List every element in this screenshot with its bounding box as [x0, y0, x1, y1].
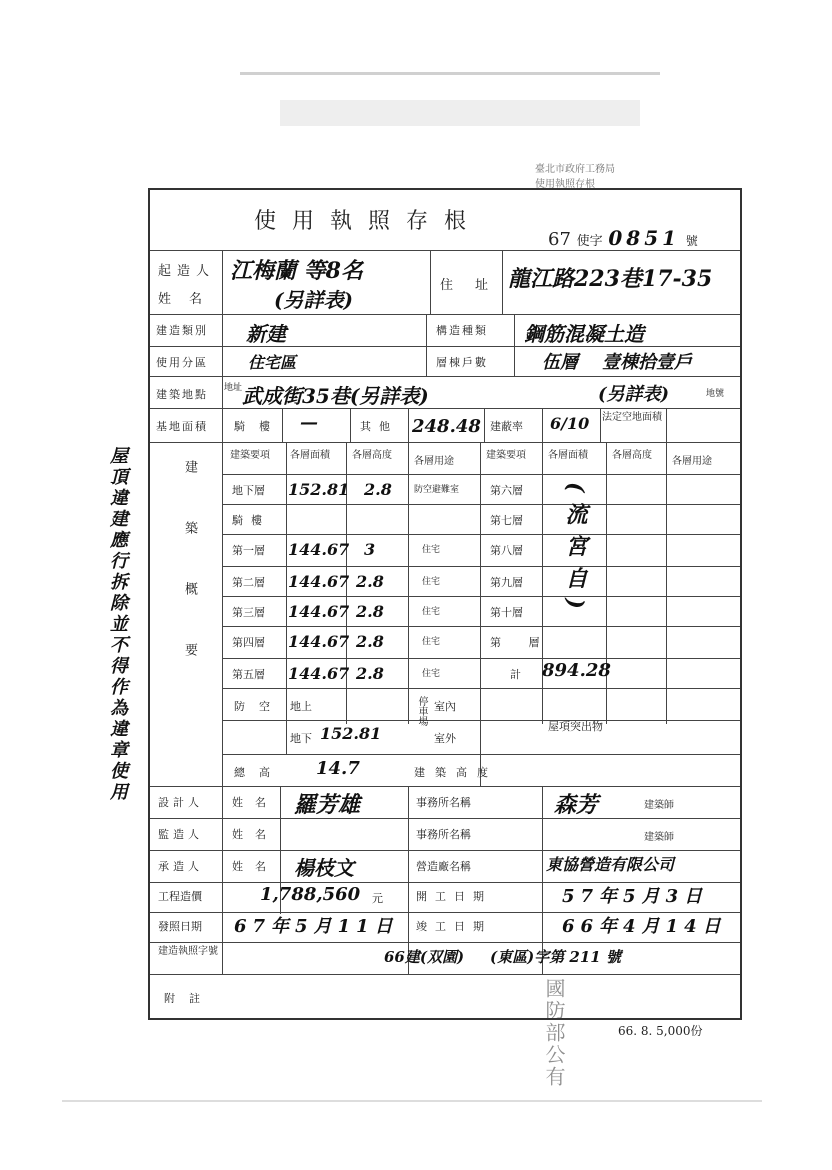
label-site-location: 建築地點 — [156, 388, 208, 401]
page-title: 使用執照存根 — [254, 209, 483, 234]
floor-name: 第一層 — [232, 544, 265, 557]
label-notes: 附註 — [164, 992, 214, 1005]
right-floor-blank: 第 層 — [490, 636, 552, 649]
coverage-value: 6/10 — [550, 414, 590, 433]
label-building-type: 建造類別 — [156, 324, 208, 337]
header-item-right: 建築要項 — [486, 450, 526, 461]
label-floors-units: 層棟戶數 — [436, 356, 488, 369]
col-fl-1 — [286, 442, 287, 754]
header-area-right: 各層面積 — [548, 450, 588, 461]
label-supervisor-architect: 建築師 — [644, 832, 674, 843]
label-other: 其他 — [360, 420, 398, 433]
header-height-right: 各層高度 — [612, 450, 652, 461]
rule-10 — [150, 850, 740, 851]
label-designer: 設計人 — [158, 796, 203, 809]
floor-use: 住宅 — [422, 545, 441, 555]
scan-noise-top — [240, 72, 660, 75]
permit-prefix: 使字 — [576, 234, 603, 249]
floor-name: 第三層 — [232, 606, 265, 619]
floor-area: 144.67 — [288, 540, 350, 559]
floor-name: 騎樓 — [232, 514, 270, 527]
right-floor-total: 計 — [510, 668, 521, 681]
floor-use: 防空避難室 — [414, 485, 460, 495]
label-air-raid: 防空 — [234, 700, 284, 713]
floor-name: 第二層 — [232, 576, 265, 589]
permit-year: 67 — [548, 229, 571, 250]
right-floor-8: 第八層 — [490, 544, 523, 557]
label-arcade: 騎樓 — [234, 420, 284, 433]
col-1 — [222, 250, 223, 974]
col-fl-3 — [408, 442, 409, 724]
label-structure-type: 構造種類 — [436, 324, 488, 337]
rule-floors-5 — [222, 626, 740, 627]
builder-name: 江梅蘭 等8名 — [230, 258, 363, 284]
rule-5 — [150, 408, 740, 409]
label-legal-open-space: 法定空地面積 — [602, 412, 662, 423]
label-contractor-firm: 營造廠名稱 — [416, 860, 471, 873]
label-completion-date: 竣工日期 — [416, 920, 492, 933]
cost-unit: 元 — [372, 892, 383, 905]
floor-use: 住宅 — [422, 669, 441, 679]
use-zone-value: 住宅區 — [248, 353, 297, 372]
col-fl-5 — [542, 442, 543, 724]
floor-use: 住宅 — [422, 637, 441, 647]
col-site-3 — [408, 408, 409, 442]
right-floor-6: 第六層 — [490, 484, 523, 497]
rule-floors-9 — [222, 754, 740, 755]
label-architect: 建築師 — [644, 800, 674, 811]
permit-no: 0851 — [608, 226, 681, 250]
vertical-stamp: 國防部公有 — [542, 978, 566, 1088]
label-address: 住址 — [440, 278, 511, 293]
label-outdoor: 室外 — [434, 732, 456, 745]
permit-form — [148, 188, 742, 1020]
floor-name: 地下層 — [232, 484, 265, 497]
right-floor-9: 第九層 — [490, 576, 523, 589]
rule-4 — [150, 376, 740, 377]
label-supervisor-name: 姓名 — [232, 828, 278, 841]
scan-noise-bottom — [62, 1100, 762, 1102]
rule-13 — [150, 942, 740, 943]
col-addr — [430, 250, 431, 314]
floor-area: 144.67 — [288, 632, 350, 651]
scan-noise-top-2 — [280, 100, 640, 126]
col-site-4 — [484, 408, 485, 442]
floor-name: 第四層 — [232, 636, 265, 649]
site-address-value: 武成街35巷(另詳表) — [242, 384, 429, 408]
builder-name-note: (另詳表) — [274, 288, 353, 312]
label-indoor: 室內 — [434, 700, 456, 713]
rule-14 — [150, 974, 740, 975]
permit-suffix: 號 — [685, 234, 698, 248]
permit-ref: (東區)字第 211 號 — [490, 948, 621, 966]
side-note: 屋頂違建應行拆除並不得作為違章使用 — [107, 446, 128, 803]
header-use: 各層用途 — [414, 456, 454, 467]
label-below-ground: 地下 — [290, 732, 312, 745]
label-building-summary: 建築概要 — [182, 460, 197, 704]
rule-8 — [150, 786, 740, 787]
rule-floors-2 — [222, 534, 740, 535]
rule-floors-4 — [222, 596, 740, 597]
arcade-area-value: — — [300, 412, 318, 433]
land-lot-value: (另詳表) — [598, 384, 670, 405]
right-floor-7: 第七層 — [490, 514, 523, 527]
label-supervisor: 監造人 — [158, 828, 203, 841]
floor-height: 2.8 — [356, 602, 384, 621]
rule-floors-6 — [222, 658, 740, 659]
rule-6 — [150, 442, 740, 443]
footer-print: 66. 8. 5,000份 — [618, 1024, 703, 1038]
rule-floors-1 — [222, 504, 740, 505]
floor-area: 144.67 — [288, 664, 350, 683]
label-name: 姓名 — [158, 292, 221, 307]
header-item: 建築要項 — [230, 450, 270, 461]
header-height: 各層高度 — [352, 450, 392, 461]
col-fl-6 — [606, 442, 607, 724]
label-designer-name: 姓名 — [232, 796, 278, 809]
label-builder: 起造人 — [158, 264, 216, 279]
label-supervisor-office: 事務所名稱 — [416, 828, 471, 841]
label-designer-office: 事務所名稱 — [416, 796, 471, 809]
floor-area: 152.81 — [288, 480, 350, 499]
label-land-lot-small: 地號 — [706, 389, 725, 399]
rule-2 — [150, 314, 740, 315]
right-floor-10: 第十層 — [490, 606, 523, 619]
contractor-firm-value: 東協營造有限公司 — [546, 855, 675, 874]
rule-3 — [150, 346, 740, 347]
rule-floors-7 — [222, 688, 740, 689]
header-stamp-line1: 臺北市政府工務局 — [535, 164, 615, 175]
label-above-ground: 地上 — [290, 700, 312, 713]
label-parking: 停車場 — [416, 696, 427, 726]
floor-use: 住宅 — [422, 577, 441, 587]
contractor-name-value: 楊枝文 — [294, 856, 354, 880]
completion-date-value: 66年4月14日 — [562, 916, 727, 937]
label-issue-date: 發照日期 — [158, 920, 202, 933]
address-value: 龍江路223巷17-35 — [508, 266, 713, 292]
other-area-value: 248.48 — [412, 416, 481, 437]
floor-height: 2.8 — [356, 664, 384, 683]
issue-date-value: 67年5月11日 — [234, 916, 399, 937]
total-height-value: 14.7 — [316, 758, 360, 779]
total-area-value: 894.28 — [542, 660, 611, 681]
header-stamp — [535, 160, 755, 190]
label-site-location-small: 地址 — [224, 383, 243, 393]
designer-name-value: 羅芳雄 — [294, 792, 361, 818]
floor-height: 2.8 — [356, 632, 384, 651]
col-site-7 — [666, 408, 667, 442]
start-date-value: 57年5月3日 — [562, 886, 709, 907]
col-fl-7 — [666, 442, 667, 724]
structure-type-value: 鋼筋混凝土造 — [524, 322, 644, 346]
label-coverage: 建蔽率 — [490, 420, 523, 433]
cost-value: 1,788,560 — [260, 884, 361, 905]
floor-area: 144.67 — [288, 602, 350, 621]
floors-value: 伍層 — [542, 352, 578, 373]
label-permit-number: 建造執照字號 — [158, 946, 218, 957]
rule-1 — [150, 250, 740, 251]
rule-7 — [222, 474, 740, 475]
header-use-right: 各層用途 — [672, 456, 712, 467]
col-type-2 — [514, 314, 515, 376]
label-building-height: 建築高度 — [414, 766, 498, 779]
permit-ref-prefix: 66建(双園) — [384, 948, 465, 966]
floor-use: 住宅 — [422, 607, 441, 617]
permit-number — [548, 226, 698, 250]
col-type — [426, 314, 427, 376]
label-contractor: 承造人 — [158, 860, 203, 873]
label-site-area: 基地面積 — [156, 420, 208, 433]
floor-height: 2.8 — [364, 480, 392, 499]
label-use-zone: 使用分區 — [156, 356, 208, 369]
units-value: 壹棟拾壹戶 — [602, 352, 692, 373]
floor-name: 第五層 — [232, 668, 265, 681]
label-start-date: 開工日期 — [416, 890, 492, 903]
floor-height: 3 — [364, 540, 376, 559]
label-total-height: 總高 — [234, 766, 284, 779]
floor-height: 2.8 — [356, 572, 384, 591]
col-site-6 — [600, 408, 601, 442]
label-contractor-name: 姓名 — [232, 860, 278, 873]
col-site-2 — [350, 408, 351, 442]
label-roof-protrusion: 屋項突出物 — [548, 720, 603, 733]
header-area: 各層面積 — [290, 450, 330, 461]
designer-office-value: 森芳 — [554, 792, 599, 818]
rule-floors-8 — [222, 720, 740, 721]
label-cost: 工程造價 — [158, 890, 202, 903]
rule-floors-3 — [222, 566, 740, 567]
header-stamp-line2: 使用執照存根 — [535, 179, 595, 190]
col-fl-4 — [480, 442, 481, 786]
void-mark: (流宮自) — [562, 482, 588, 619]
building-type-value: 新建 — [246, 322, 286, 346]
rule-9 — [150, 818, 740, 819]
col-site-5 — [542, 408, 543, 442]
floor-area: 144.67 — [288, 572, 350, 591]
air-raid-below-value: 152.81 — [320, 724, 382, 743]
